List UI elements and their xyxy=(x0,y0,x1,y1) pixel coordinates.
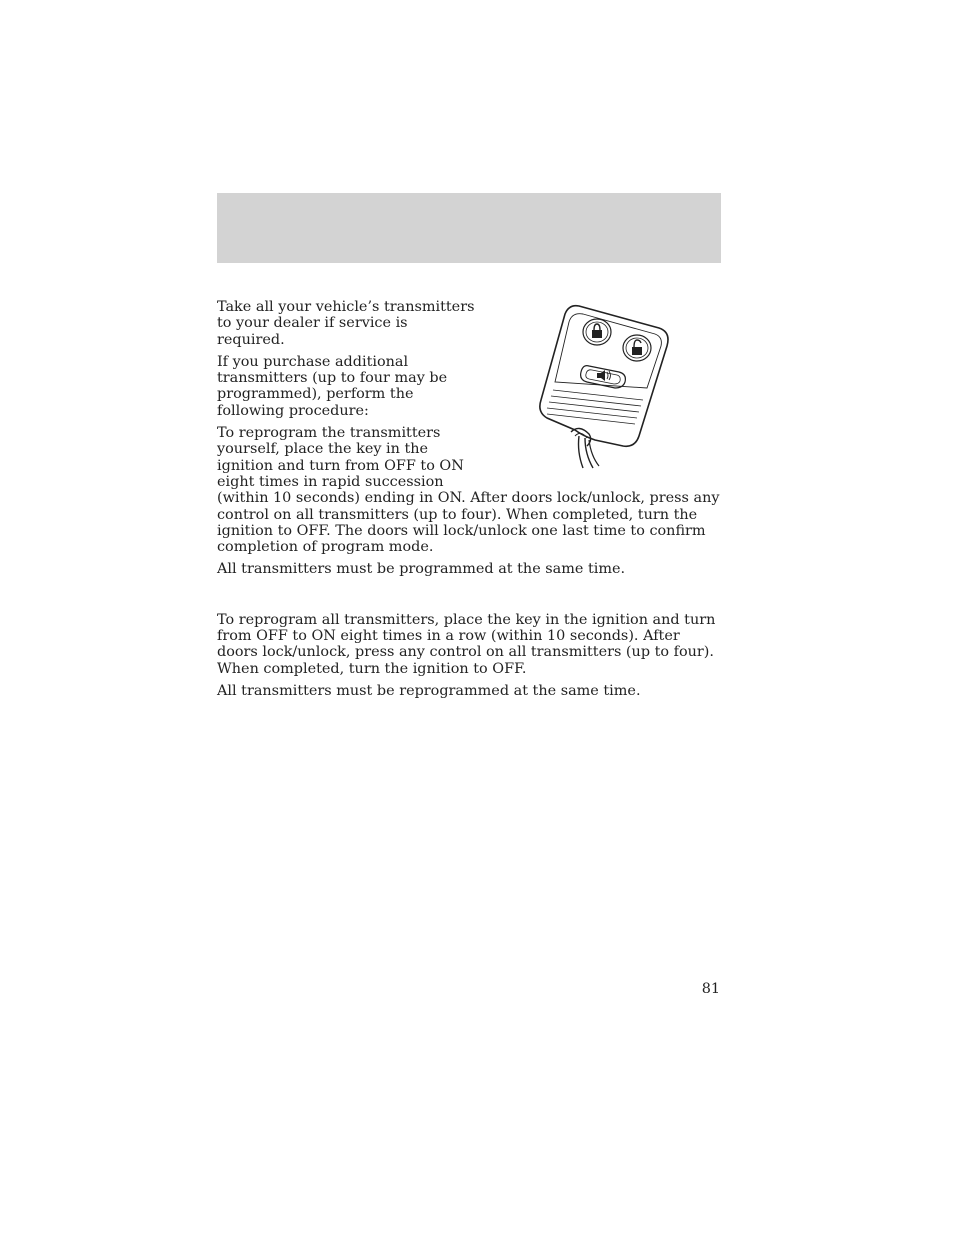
page-number: 81 xyxy=(701,981,720,997)
paragraph-reprogram-same-time: All transmitters must be reprogrammed at the same time. xyxy=(217,682,641,699)
paragraph-reprogram-rest: (within 10 seconds) ending in ON. After doors lock/unlock, press any control on all transmitters (up to four). When completed, turn the ignition to OFF. The doors will lock/unlock one last time to confirm completion of program mode. xyxy=(217,490,720,556)
paragraph-reprogram-all: To reprogram all transmitters, place the key in the ignition and turn from OFF to ON eight times in a row (within 10 seconds). After doors lock/unlock, press any control on all transmitters (up to four). When completed, turn the ignition to OFF. xyxy=(217,611,716,677)
paragraph-additional-transmitters: If you purchase additional transmitters (up to four may be programmed), perform the following procedure: xyxy=(217,353,448,419)
section-gap xyxy=(217,584,723,612)
paragraph-reprogram-procedure xyxy=(217,425,723,555)
paragraph-service: Take all your vehicle’s transmitters to your dealer if service is required. xyxy=(217,299,475,348)
paragraph-reprogram-start: To reprogram the transmitters yourself, place the key in the ignition and turn from OFF to ON eight times in rapid succession xyxy=(217,425,464,490)
page-content xyxy=(217,299,723,705)
paragraph-program-same-time: All transmitters must be programmed at the same time. xyxy=(217,561,626,578)
header-band xyxy=(217,193,721,263)
